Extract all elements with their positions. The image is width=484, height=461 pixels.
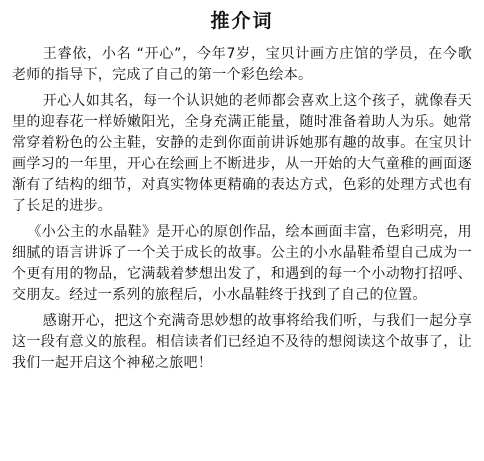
paragraph-intro: 王睿依，小名 “开心”，今年7岁，宝贝计画方庄馆的学员，在今歌老师的指导下，完成了自己的第一个彩色绘本。: [12, 46, 472, 83]
paragraph-closing: 感谢开心，把这个充满奇思妙想的故事将给我们听，与我们一起分享这一段有意义的旅程。相信读者们已经迫不及待的想阅读这个故事了，让我们一起开启这个神秘之旅吧！: [12, 313, 472, 371]
document-title: 推介词: [210, 10, 274, 32]
paragraph-book-summary: 《小公主的水晶鞋》是开心的原创作品，绘本画面丰富，色彩明亮，用细腻的语言讲诉了一个关于成长的故事。公主的小水晶鞋希望自己成为一个更有用的物品，它满载着梦想出发了，和遇到的每一个小动物打招呼、交朋友。经过一系列的旅程后，小水晶鞋终于找到了自己的位置。: [12, 224, 472, 303]
paragraph-description: 开心人如其名，每一个认识她的老师都会喜欢上这个孩子，就像春天里的迎春花一样娇嫩阳光，全身充满正能量，随时准备着助人为乐。她常常穿着粉色的公主鞋，安静的走到你面前讲诉她那有趣的故事。在宝贝计画学习的一年里，开心在绘画上不断进步，从一开始的大气童稚的画面逐渐有了结构的细节，对真实物体更精确的表达方式，色彩的处理方式也有了长足的进步。: [12, 93, 472, 214]
